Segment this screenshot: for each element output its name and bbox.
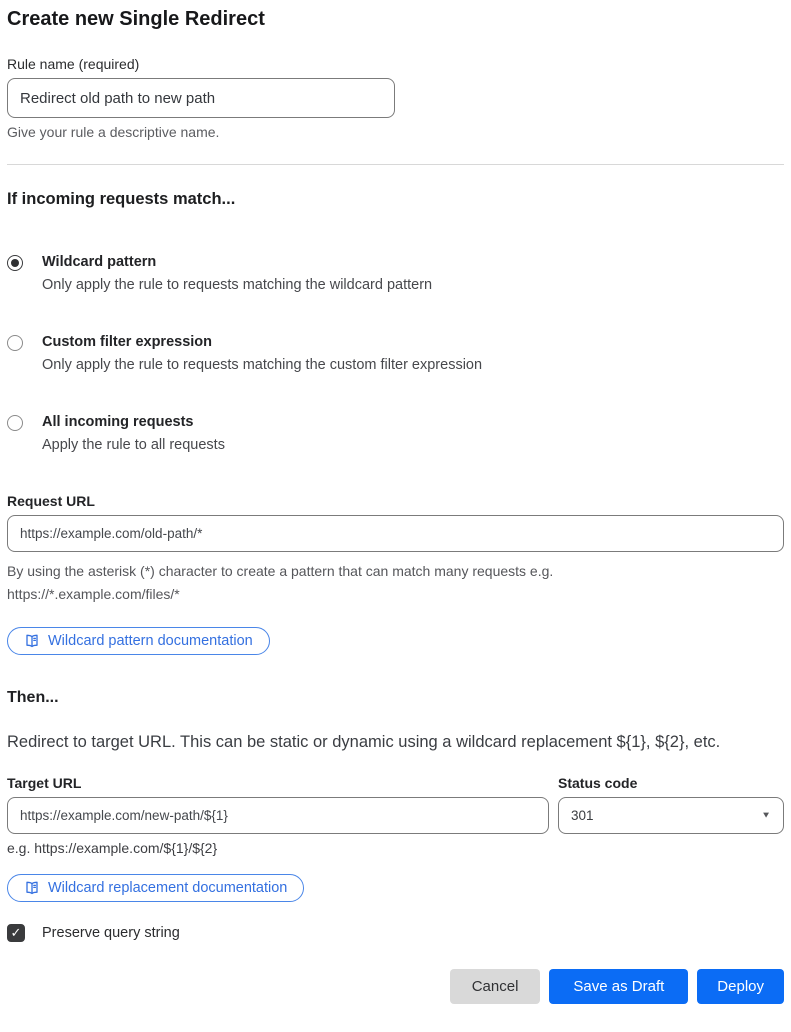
save-as-draft-button[interactable]: Save as Draft [549, 969, 688, 1004]
status-code-select[interactable] [558, 797, 784, 834]
target-url-input[interactable] [7, 797, 549, 834]
chevron-down-icon: ▼ [761, 810, 771, 821]
match-type-radio-group [7, 253, 784, 455]
radio-label: All incoming requests [42, 414, 194, 430]
deploy-button[interactable]: Deploy [697, 969, 784, 1004]
target-url-helper: e.g. https://example.com/${1}/${2} [7, 840, 218, 856]
preserve-query-string-checkbox[interactable] [7, 924, 784, 942]
wildcard-pattern-docs-button[interactable] [7, 627, 270, 655]
footer-actions [7, 969, 784, 1004]
radio-all-incoming-requests[interactable] [7, 413, 784, 455]
target-url-label: Target URL [7, 775, 82, 791]
open-book-icon [24, 880, 40, 896]
request-url-helper [7, 560, 784, 606]
radio-custom-filter-expression[interactable] [7, 333, 784, 375]
request-url-helper-line2: https://*.example.com/files/* [7, 586, 180, 602]
request-url-helper-line1: By using the asterisk (*) character to create a pattern that can match many requests e.g. [7, 563, 554, 579]
section-divider [7, 164, 784, 165]
target-status-row [7, 775, 784, 856]
preserve-query-string-label: Preserve query string [42, 925, 180, 941]
wildcard-replacement-docs-button[interactable] [7, 874, 304, 902]
radio-description: Only apply the rule to requests matching the wildcard pattern [42, 277, 433, 293]
status-code-value: 301 [571, 808, 594, 823]
checkbox-check-icon: ✓ [7, 924, 25, 942]
radio-button-icon [7, 335, 23, 351]
doc-button-label: Wildcard pattern documentation [48, 633, 253, 649]
radio-button-icon [7, 415, 23, 431]
radio-label: Wildcard pattern [42, 254, 157, 270]
radio-wildcard-pattern[interactable] [7, 253, 784, 295]
page-title: Create new Single Redirect [7, 8, 265, 30]
request-url-input[interactable] [7, 515, 784, 552]
radio-button-icon [7, 255, 23, 271]
match-section-heading: If incoming requests match... [7, 190, 236, 208]
status-code-label: Status code [558, 775, 638, 791]
rule-name-input[interactable] [7, 78, 395, 118]
cancel-button[interactable]: Cancel [450, 969, 541, 1004]
radio-label: Custom filter expression [42, 334, 213, 350]
rule-name-helper: Give your rule a descriptive name. [7, 124, 220, 140]
request-url-label: Request URL [7, 493, 95, 509]
then-section-heading: Then... [7, 689, 59, 706]
open-book-icon [24, 633, 40, 649]
then-section-intro: Redirect to target URL. This can be static or dynamic using a wildcard replacement ${1}, ${2}, etc. [7, 733, 721, 751]
rule-name-label: Rule name (required) [7, 56, 140, 72]
doc-button-label: Wildcard replacement documentation [48, 880, 288, 896]
radio-description: Apply the rule to all requests [42, 437, 225, 453]
radio-description: Only apply the rule to requests matching the custom filter expression [42, 357, 483, 373]
